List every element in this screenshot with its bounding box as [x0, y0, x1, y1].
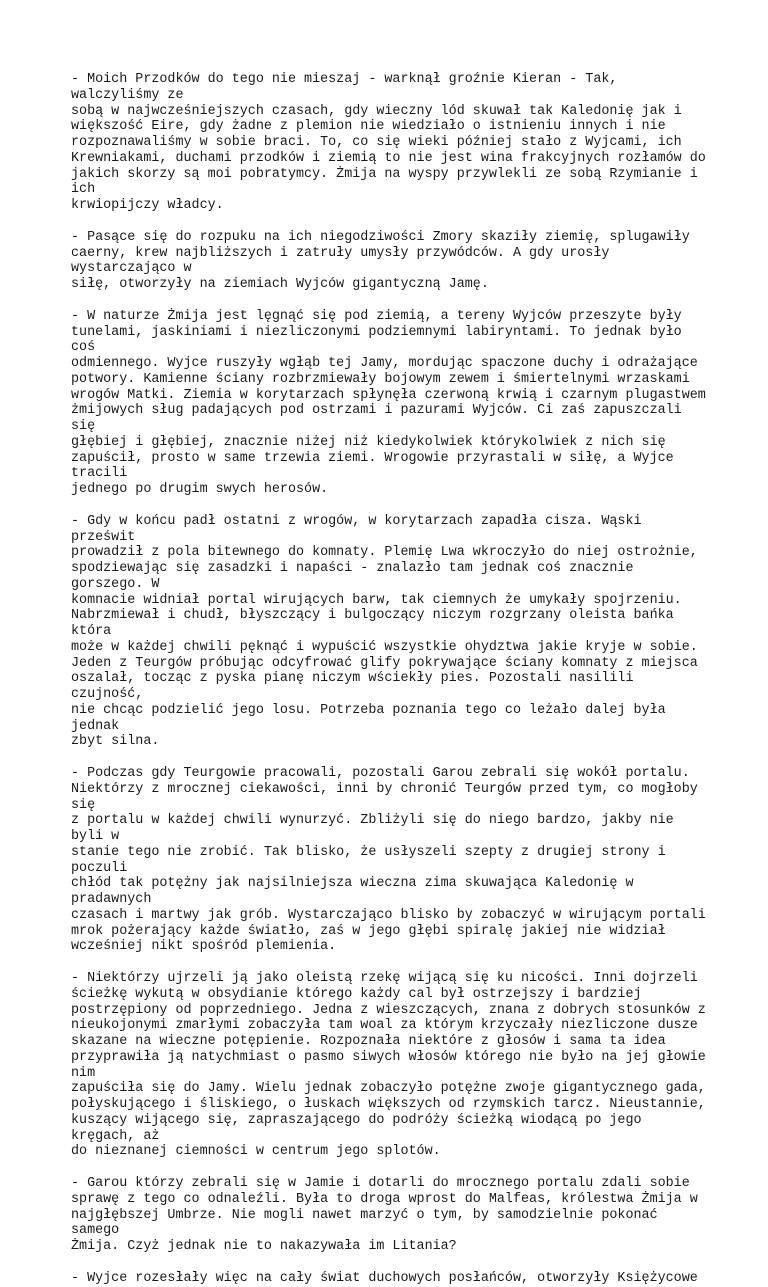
paragraph-road-to-malfeas: - Garou którzy zebrali się w Jamie i dotarli do mrocznego portalu zdali sobie sprawę z tego co odnaleźli. Była to droga wprost do Malfeas, królestwa Żmija w najgłębszej Umbrze. Nie mogli nawet marzyć o tym, by samodzielnie pokonać samego Żmija. Czyż jednak nie to nakazywała im Litania?: [71, 1176, 698, 1254]
paragraph-messengers: - Wyjce rozesłały więc na cały świat duchowych posłańców, otworzyły Księżycowe: [71, 1270, 698, 1286]
paragraph-visions: - Niektórzy ujrzeli ją jako oleistą rzekę wijącą się ku nicości. Inni dojrzeli ścieżkę wykutą w obsydianie którego każdy cal był ostrzejszy i bardziej postrzępiony od poprzedniego. Jedna z wieszczących, znana z dobrych stosunków z nieukojonymi zmarłymi zobaczyła tam woal za którym krzyczały niezliczone dusze skazane na wieczne potępienie. Rozpoznała niektóre z głosów i sama ta idea przyprawiła ją natychmiast o pasmo siwych włosów którego nie było na jej głowie nim zapuściła się do Jamy. Wielu jednak zobaczyło potężne zwoje gigantycznego gada, połyskującego i śliskiego, o łuskach większych od rzymskich tarcz. Nieustannie, kuszący wijącego się, zapraszającego do podróży ścieżką wiodącą po jego kręgach, aż do nieznanej ciemności w centrum jego splotów.: [71, 971, 706, 1160]
paragraph-banes-pit: - Pasące się do rozpuku na ich niegodziwości Zmory skaziły ziemię, splugawiły caerny, krew najbliższych i zatruły umysły przywódców. A gdy urosły wystarczająco w siłę, otworzyły na ziemiach Wyjców gigantyczną Jamę.: [71, 229, 690, 292]
paragraph-gathering-at-portal: - Podczas gdy Teurgowie pracowali, pozostali Garou zebrali się wokół portalu. Niektórzy z mrocznej ciekawości, inni by chronić Teurgów przed tym, co mogłoby się z portalu w każdej chwili wynurzyć. Zbliżyli się do niego bardzo, jakby nie byli w stanie tego nie zrobić. Tak blisko, że usłyszeli szepty z drugiej strony i poczuli chłód tak potężny jak najsilniejsza wieczna zima skuwająca Kaledonię w pradawnych czasach i martwy jak grób. Wystarczająco blisko by zobaczyć w wirującym portali mrok pożerający każde światło, zaś w jego głębi spiralę jakiej nie widział wcześniej nikt spośród plemienia.: [71, 766, 706, 955]
document-page: [71, 72, 711, 1286]
paragraph-portal-chamber: - Gdy w końcu padł ostatni z wrogów, w korytarzach zapadła cisza. Wąski prześwit prowadził z pola bitewnego do komnaty. Plemię Lwa wkroczyło do niej ostrożnie, spodziewając się zasadzki i napaści - znalazło tam jednak coś znacznie gorszego. W komnacie widniał portal wirujących barw, tak ciemnych że umykały spojrzeniu. Nabrzmiewał i chudł, błyszczący i bulgoczący niczym rozgrzany oleista bańka która może w każdej chwili pęknąć i wypuścić wszystkie ohydztwa jakie kryje w sobie. Jeden z Teurgów próbując odcyfrować glify pokrywające ściany komnaty z miejsca oszalał, tocząc z pyska pianę niczym wściekły pies. Pozostali nasilili czujność, nie chcąc podzielić jego losu. Potrzeba poznania tego co leżało dalej była jednak zbyt silna.: [71, 513, 698, 750]
paragraph-descent-into-pit: - W naturze Żmija jest lęgnąć się pod ziemią, a tereny Wyjców przeszyte były tunelami, jaskiniami i niezliczonymi podziemnymi labiryntami. To jednak było coś odmiennego. Wyjce ruszyły wgłąb tej Jamy, mordując spaczone duchy i odrażające potwory. Kamienne ściany rozbrzmiewały bojowym zewem i śmiertelnymi wrzaskami wrogów Matki. Ziemia w korytarzach spłynęła czerwoną krwią i czarnym plugastwem żmijowych sług padających pod ostrzami i pazurami Wyjców. Ci zaś zapuszczali się głębiej i głębiej, znacznie niżej niż kiedykolwiek którykolwiek z nich się zapuścił, prosto w same trzewia ziemi. Wrogowie przyrastali w siłę, a Wyjce tracili jednego po drugim swych herosów.: [71, 308, 706, 497]
paragraph-kieran-ancestors: - Moich Przodków do tego nie mieszaj - warknął groźnie Kieran - Tak, walczyliśmy ze sobą w najwcześniejszych czasach, gdy wieczny lód skuwał tak Kaledonię jak i większość Eire, gdy żadne z plemion nie wiedziało o istnieniu innych i nie rozpoznawaliśmy w sobie braci. To, co się wieki później stało z Wyjcami, ich Krewniakami, duchami przodków i ziemią to nie jest wina frakcyjnych rozłamów do jakich skorzy są moi pobratymcy. Żmija na wyspy przywlekli ze sobą Rzymianie i ich krwiopijczy władcy.: [71, 72, 706, 213]
